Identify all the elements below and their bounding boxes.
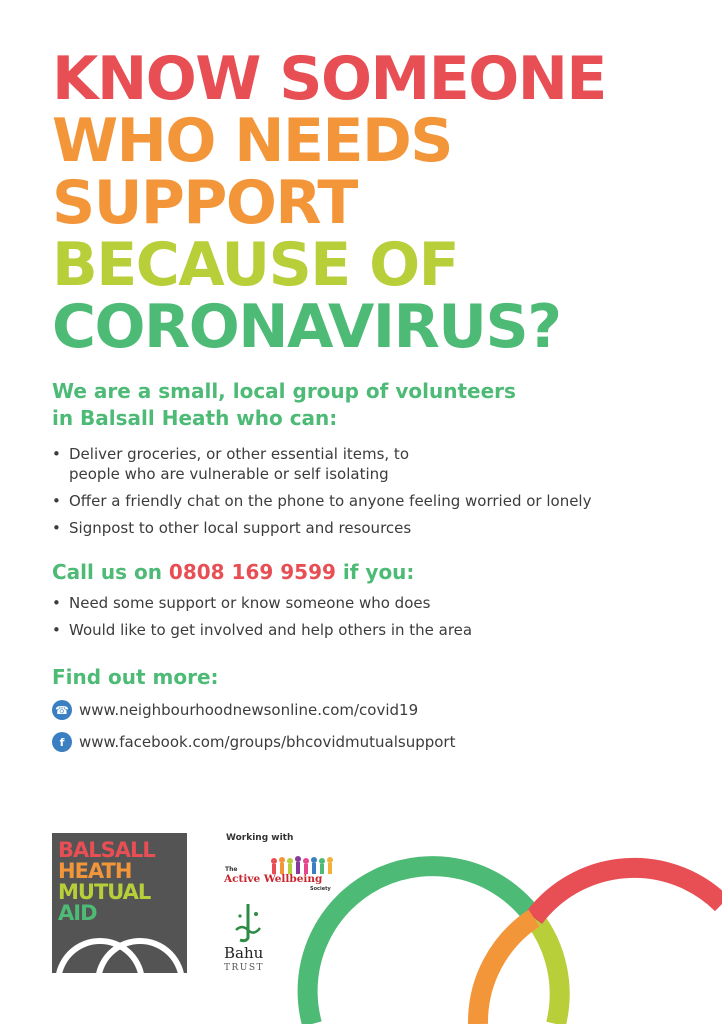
aws-name: Active Wellbeing [224, 873, 323, 885]
service-3: • Signpost to other local support and resources [69, 519, 412, 537]
phone-globe-icon: ☎ [52, 700, 72, 720]
facebook-icon: f [52, 732, 72, 752]
headline-line-3: SUPPORT [52, 168, 357, 238]
intro-line-1: We are a small, local group of volunteers [52, 379, 516, 403]
aws-the: The [225, 866, 238, 873]
phone-number[interactable]: 0808 169 9599 [168, 560, 336, 584]
bahu-trust: TRUST [224, 963, 265, 973]
aws-society: Society [310, 886, 331, 892]
working-with-label: Working with [226, 833, 294, 843]
facebook-link[interactable]: www.facebook.com/groups/bhcovidmutualsupport [79, 733, 456, 751]
ring-overlap-orange-arc [478, 918, 534, 1024]
logo-line-2: HEATH [58, 859, 132, 883]
call-item-2: • Would like to get involved and help others in the area [69, 621, 473, 639]
logo-line-1: BALSALL [58, 838, 155, 862]
call-item-1: • Need some support or know someone who does [69, 594, 431, 612]
logo-line-3: MUTUAL [58, 880, 151, 904]
logo-line-4: AID [58, 901, 97, 925]
service-2: • Offer a friendly chat on the phone to anyone feeling worried or lonely [69, 492, 592, 510]
service-1-line-2: people who are vulnerable or self isolating [69, 465, 389, 483]
headline-line-5: CORONAVIRUS? [52, 292, 561, 362]
headline-line-2: WHO NEEDS [52, 106, 452, 176]
headline-line-4: BECAUSE OF [52, 230, 459, 300]
find-out-more-heading: Find out more: [52, 665, 219, 689]
intro-line-2: in Balsall Heath who can: [52, 406, 338, 430]
call-prefix: Call us on [52, 560, 169, 584]
bahu-name: Bahu [224, 944, 264, 962]
website-link[interactable]: www.neighbourhoodnewsonline.com/covid19 [79, 701, 419, 719]
call-suffix: if you: [335, 560, 415, 584]
ring-right-red-arc [534, 868, 722, 918]
service-1-line-1: • Deliver groceries, or other essential items, to [69, 445, 409, 463]
headline-line-1: KNOW SOMEONE [52, 44, 606, 114]
ring-overlap-lime-arc [534, 918, 560, 1024]
